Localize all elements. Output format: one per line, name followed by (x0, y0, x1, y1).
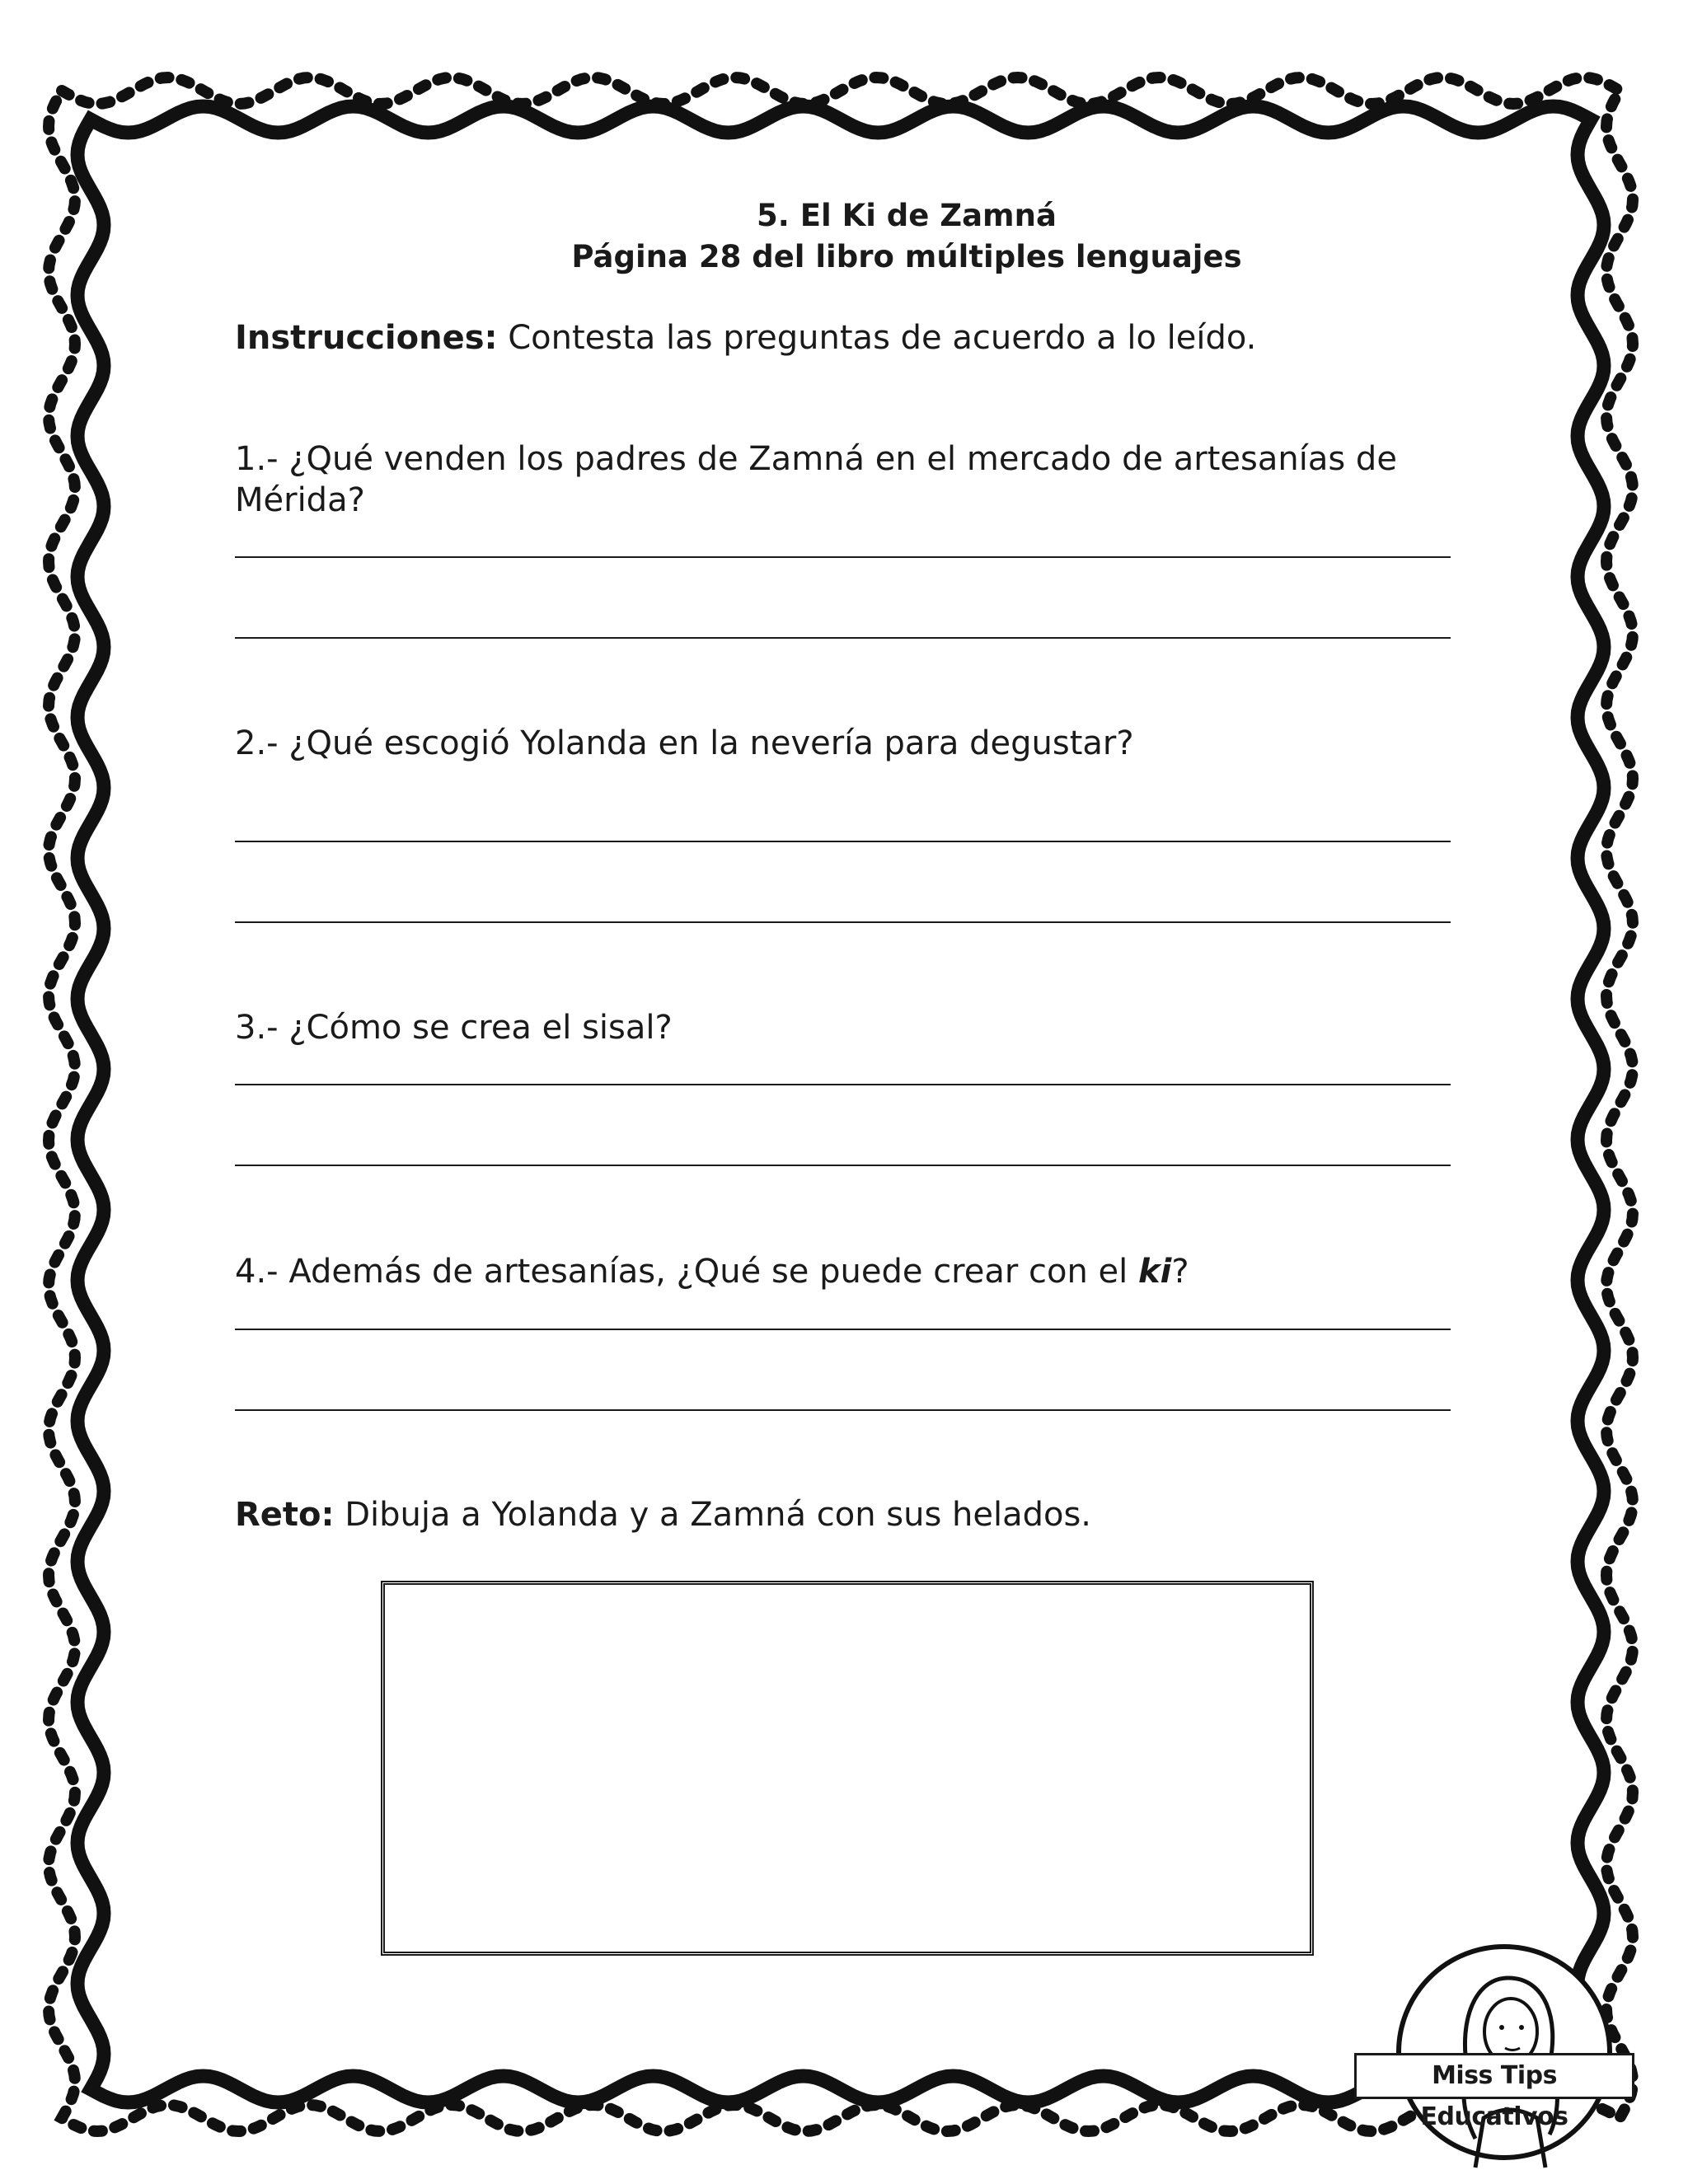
answer-line-2b[interactable] (235, 921, 1451, 923)
answer-line-3b[interactable] (235, 1165, 1451, 1166)
question-1 (235, 438, 1455, 521)
question-4 (235, 1251, 1455, 1292)
answer-line-2a[interactable] (235, 841, 1451, 842)
question-1-line-2: Mérida? (235, 481, 365, 519)
question-4-emphasis: ki (1138, 1253, 1172, 1291)
challenge (235, 1494, 1455, 1535)
worksheet-subtitle: Página 28 del libro múltiples lenguajes (571, 239, 1242, 274)
challenge-label: Reto: (235, 1496, 335, 1534)
question-2: 2.- ¿Qué escogió Yolanda en la nevería para degustar? (235, 724, 1134, 762)
question-4-end: ? (1171, 1253, 1189, 1291)
instructions (235, 317, 1455, 359)
worksheet-title: 5. El Ki de Zamná (757, 198, 1057, 233)
challenge-text: Dibuja a Yolanda y a Zamná con sus helados. (334, 1496, 1092, 1534)
logo-wordmark: Miss Tips Educativos (1354, 2053, 1634, 2099)
question-1-line-1: 1.- ¿Qué venden los padres de Zamná en el mercado de artesanías de (235, 440, 1397, 478)
drawing-box[interactable] (381, 1581, 1314, 1956)
answer-line-3a[interactable] (235, 1084, 1451, 1085)
answer-line-4b[interactable] (235, 1409, 1451, 1411)
teacher-avatar-logo (1343, 1920, 1640, 2184)
question-4-text: 4.- Además de artesanías, ¿Qué se puede crear con el (235, 1253, 1138, 1291)
answer-line-1b[interactable] (235, 637, 1451, 639)
answer-line-4a[interactable] (235, 1329, 1451, 1330)
answer-line-1a[interactable] (235, 556, 1451, 558)
question-3: 3.- ¿Cómo se crea el sisal? (235, 1009, 673, 1047)
instructions-text: Contesta las preguntas de acuerdo a lo leído. (497, 319, 1257, 357)
instructions-label: Instrucciones: (235, 319, 498, 357)
